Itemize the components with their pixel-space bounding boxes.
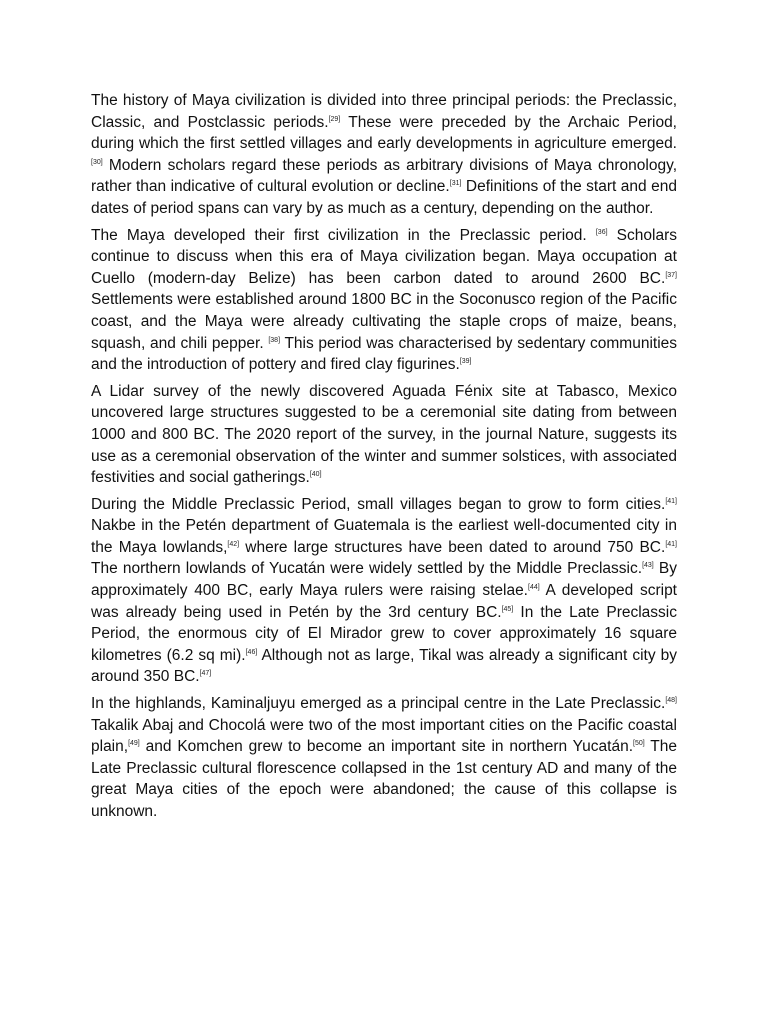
citation-link[interactable]: [43] (642, 562, 654, 570)
citation-link[interactable]: [44] (528, 583, 540, 591)
citation-link[interactable]: [49] (128, 740, 140, 748)
paragraph-text: A developed script was already being used in Petén by the 3rd century BC. (91, 582, 677, 621)
paragraph-text: Definitions of the start and end dates of period spans can vary by as much as a century, depending on the author. (91, 178, 677, 217)
paragraph-5 (91, 693, 677, 823)
citation-link[interactable]: [46] (245, 648, 258, 656)
citation-link[interactable]: [37] (665, 271, 677, 279)
paragraph-text: where large structures have been dated to around 750 BC. (239, 538, 666, 556)
citation-link[interactable]: [36] (595, 228, 608, 236)
paragraph-text: Modern scholars regard these periods as arbitrary divisions of Maya chronology, rather than indicative of cultural evolution or decline. (91, 156, 677, 196)
paragraph-text: By approximately 400 BC, early Maya rulers were raising stelae. (91, 560, 678, 600)
citation-link[interactable]: [41] (665, 540, 677, 548)
citation-link[interactable]: [39] (459, 357, 472, 365)
paragraph-text: Although not as large, Tikal was already a significant city by around 350 BC. (91, 646, 677, 686)
citation-link[interactable]: [50] (633, 740, 645, 748)
paragraph-text: Settlements were established around 1800 BC in the Soconusco region of the Pacific coast, and the Maya were already cultivating the staple crops of maize, beans, squash, and chili pepper. (91, 291, 677, 352)
paragraph-text: In the highlands, Kaminaljuyu emerged as a principal centre in the Late Preclassic. (91, 695, 666, 713)
citation-link[interactable]: [38] (268, 336, 281, 344)
paragraph-text: These were preceded by the Archaic Period, during which the first settled villages and early developments in agriculture emerged. (91, 113, 677, 153)
citation-link[interactable]: [47] (199, 670, 212, 678)
paragraph-text: and Komchen grew to become an important site in northern Yucatán. (139, 738, 634, 756)
citation-link[interactable]: [31] (449, 180, 462, 188)
paragraph-2 (91, 225, 677, 376)
paragraph-text: Scholars continue to discuss when this era of Maya civilization began. Maya occupation at Cuello (modern-day Belize) has been carbon dated to around 2600 BC. (91, 226, 677, 287)
paragraph-text: In the Late Preclassic Period, the enormous city of El Mirador grew to cover approximately 16 square kilometres (6.2 sq mi). (91, 603, 677, 664)
citation-link[interactable]: [40] (309, 470, 322, 478)
paragraph-text: During the Middle Preclassic Period, small villages began to grow to form cities. (91, 495, 666, 513)
paragraph-text: Takalik Abaj and Chocolá were two of the most important cities on the Pacific coastal plain, (91, 716, 677, 756)
citation-link[interactable]: [45] (501, 605, 514, 613)
paragraph-text: This period was characterised by sedentary communities and the introduction of pottery and fired clay figurines. (91, 334, 678, 374)
paragraph-text: The Late Preclassic cultural florescence collapsed in the 1st century AD and many of the great Maya cities of the epoch were abandoned; the cause of this collapse is unknown. (91, 738, 677, 820)
paragraph-text: The history of Maya civilization is divided into three principal periods: the Preclassic, Classic, and Postclassic periods. (91, 92, 677, 131)
citation-link[interactable]: [48] (665, 696, 677, 704)
paragraph-text: A Lidar survey of the newly discovered Aguada Fénix site at Tabasco, Mexico uncovered large structures suggested to be a ceremonial site dating from between 1000 and 800 BC. The 2020 report of the survey, in the journal Nature, suggests its use as a ceremonial observation of the winter and summer solstices, with associated festivities and social gatherings. (91, 382, 677, 487)
paragraph-3 (91, 381, 677, 489)
citation-link[interactable]: [42] (227, 540, 240, 548)
paragraph-text: The northern lowlands of Yucatán were widely settled by the Middle Preclassic. (91, 560, 643, 578)
paragraph-text: The Maya developed their first civilization in the Preclassic period. (91, 226, 596, 244)
paragraph-4 (91, 494, 677, 688)
paragraph-1 (91, 90, 677, 220)
document-body (91, 90, 677, 828)
paragraph-text: Nakbe in the Petén department of Guatemala is the earliest well-documented city in the Maya lowlands, (91, 517, 677, 556)
citation-link[interactable]: [41] (665, 497, 677, 505)
citation-link[interactable]: [30] (91, 158, 103, 166)
citation-link[interactable]: [29] (328, 115, 341, 123)
